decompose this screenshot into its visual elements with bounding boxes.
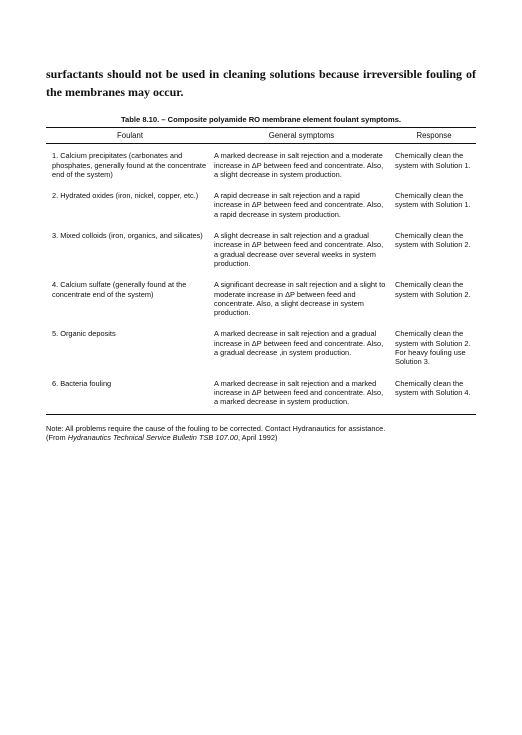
response-cell: Chemically clean the system with Solution 1. (395, 191, 471, 210)
symptoms-cell: A rapid decrease in salt rejection and a rapid increase in ΔP between feed and concentrate. Also, a rapid decrease in system production. (214, 191, 384, 219)
source-title: Hydranautics Technical Service Bulletin TSB 107.00 (67, 433, 238, 443)
header-foulant: Foulant (46, 128, 211, 144)
source-suffix: , April 1992) (237, 433, 278, 443)
foulant-cell: 3. Mixed colloids (iron, organics, and silicates) (52, 231, 203, 241)
header-response: Response (392, 128, 476, 144)
foulant-cell: 5. Organic deposits (52, 329, 116, 339)
foulant-cell: 2. Hydrated oxides (iron, nickel, copper, etc.) (52, 191, 199, 201)
foulant-cell: 4. Calcium sulfate (generally found at the concentrate end of the system) (52, 280, 187, 299)
table-header-row (46, 128, 476, 144)
source-citation (46, 433, 476, 443)
response-cell: Chemically clean the system with Solution 2. (395, 231, 471, 250)
note-line: Note: All problems require the cause of the fouling to be corrected. Contact Hydranautics for assistance. (46, 423, 386, 433)
response-cell: Chemically clean the system with Solution 2. For heavy fouling use Solution 3. (395, 329, 471, 367)
response-cell: Chemically clean the system with Solution 1. (395, 151, 471, 170)
document-page (46, 66, 476, 443)
intro-paragraph: surfactants should not be used in cleaning solutions because irreversible fouling of the membranes may occur. (46, 67, 476, 99)
table-row (46, 144, 476, 184)
response-cell: Chemically clean the system with Solution 4. (392, 372, 476, 414)
symptoms-cell: A significant decrease in salt rejection and a slight to moderate increase in ΔP between feed and concentrate. Also, a slight decrease in system production. (214, 280, 386, 318)
table-row (46, 322, 476, 371)
table-row (46, 273, 476, 322)
symptoms-cell: A marked decrease in salt rejection and a moderate increase in ΔP between feed and concentrate. Also, a slight decrease in system production. (214, 151, 384, 179)
table-row (46, 372, 476, 414)
symptoms-cell: A slight decrease in salt rejection and a gradual increase in ΔP between feed and concentrate. Also, a gradual decrease over several weeks in system production. (214, 231, 384, 268)
foulant-symptoms-table (46, 127, 476, 415)
symptoms-cell: A marked decrease in salt rejection and a marked increase in ΔP between feed and concentrate. Also, a marked decrease in system production. (211, 372, 392, 414)
foulant-cell: 6. Bacteria fouling (46, 372, 211, 414)
header-general-symptoms: General symptoms (211, 128, 392, 144)
table-caption: Table 8.10. – Composite polyamide RO membrane element foulant symptoms. (120, 115, 402, 124)
table-note (46, 424, 476, 443)
foulant-cell: 1. Calcium precipitates (carbonates and phosphates, generally found at the concentrate end of the system) (52, 151, 207, 179)
source-prefix: (From (46, 433, 68, 443)
symptoms-cell: A marked decrease in salt rejection and a gradual increase in ΔP between feed and concentrate. Also, a gradual decrease ,in system production. (214, 329, 384, 358)
table-row (46, 184, 476, 224)
table-row (46, 224, 476, 273)
response-cell: Chemically clean the system with Solution 2. (395, 280, 471, 299)
